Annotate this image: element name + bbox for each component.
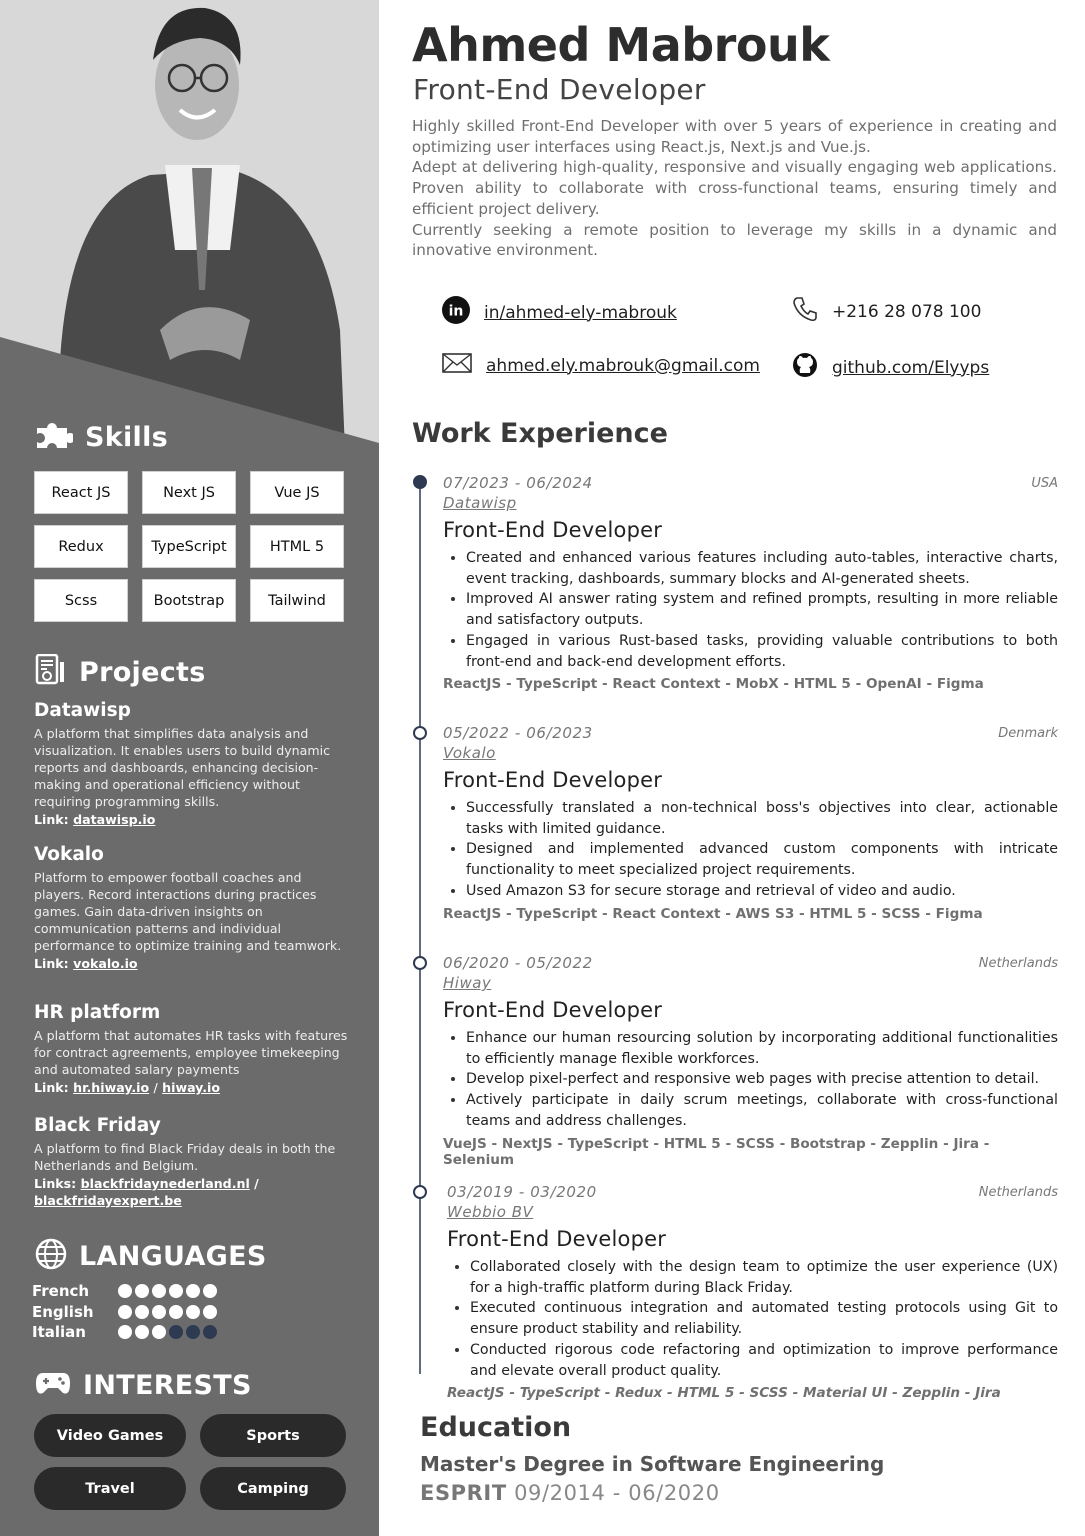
job-bullet: • Collaborated closely with the design team to optimize the user experience (UX) for a high-traffic platform during Black Friday. <box>470 1257 1058 1298</box>
project-name: HR platform <box>34 1002 161 1023</box>
profile-summary <box>412 116 1057 261</box>
language-name: English <box>32 1302 94 1321</box>
skill-chip: Redux <box>34 525 128 568</box>
timeline-dot <box>413 726 427 740</box>
language-level <box>118 1284 217 1298</box>
summary-paragraph: Highly skilled Front-End Developer with over 5 years of experience in creating and optimizing user interfaces using React.js, Next.js and Vue.js. <box>412 117 1057 156</box>
level-dot <box>203 1325 217 1339</box>
project-links <box>34 955 349 972</box>
level-dot <box>169 1305 183 1319</box>
job-bullet: • Used Amazon S3 for secure storage and retrieval of video and audio. <box>466 881 1058 902</box>
linkedin-icon <box>442 296 470 329</box>
project-link[interactable]: hr.hiway.io <box>73 1080 150 1095</box>
interests-heading <box>35 1369 252 1401</box>
job-bullet: • Designed and implemented advanced custom components with intricate functionality to meet specialized project requirements. <box>466 839 1058 880</box>
level-dot <box>118 1305 132 1319</box>
project-name: Datawisp <box>34 700 131 721</box>
github-link[interactable]: github.com/Elyyps <box>832 357 990 378</box>
job-location: USA <box>1031 476 1058 491</box>
language-level <box>118 1325 217 1339</box>
level-dot <box>203 1284 217 1298</box>
job-bullets <box>443 798 1058 902</box>
link-label: Link: <box>34 812 69 827</box>
language-row <box>32 1281 217 1302</box>
job-bullets <box>443 548 1058 672</box>
level-dot <box>186 1284 200 1298</box>
email-contact[interactable] <box>442 352 760 379</box>
job-location: Denmark <box>998 726 1058 741</box>
candidate-role: Front-End Developer <box>413 73 706 106</box>
puzzle-icon <box>35 420 73 454</box>
job-title: Front-End Developer <box>443 518 663 542</box>
work-experience-title: Work Experience <box>412 418 668 449</box>
education-dates: 09/2014 - 06/2020 <box>514 1481 720 1505</box>
skills-grid <box>34 471 346 622</box>
project-link[interactable]: hiway.io <box>162 1080 220 1095</box>
project-description: Platform to empower football coaches and players. Record interactions during practices games. Gain data-driven insights on communication patterns and individual performance to optimize training and teamwork. <box>34 870 342 953</box>
job-bullet: • Develop pixel-perfect and responsive web pages with precise attention to detail. <box>466 1069 1058 1090</box>
link-label: Link: <box>34 956 69 971</box>
skill-chip: Next JS <box>142 471 236 514</box>
level-dot <box>135 1284 149 1298</box>
project-description: A platform that simplifies data analysis and visualization. It enables users to build dynamic reports and dashboards, enhancing decision-making and operational efficiency without requiring programming skills. <box>34 726 331 809</box>
language-name: Italian <box>32 1323 86 1342</box>
globe-icon <box>35 1238 67 1274</box>
language-row <box>32 1322 217 1343</box>
skills-title: Skills <box>85 421 169 453</box>
language-name: French <box>32 1282 90 1301</box>
project-links <box>34 811 349 828</box>
project-name: Black Friday <box>34 1115 161 1136</box>
level-dot <box>152 1305 166 1319</box>
projects-title: Projects <box>79 656 206 688</box>
summary-paragraph: Currently seeking a remote position to leverage my skills in a dynamic and innovative environment. <box>412 220 1057 260</box>
job-entry <box>443 723 1058 922</box>
job-location: Netherlands <box>978 1185 1058 1200</box>
skill-chip: Tailwind <box>250 579 344 622</box>
level-dot <box>152 1284 166 1298</box>
project-links: Link: hr.hiway.io / hiway.io <box>34 1080 220 1095</box>
education-degree: Master's Degree in Software Engineering <box>420 1452 885 1476</box>
interest-pill: Travel <box>34 1467 186 1510</box>
timeline-dot <box>413 475 427 489</box>
skills-heading <box>35 420 168 454</box>
project-item <box>34 844 349 972</box>
job-bullets <box>443 1028 1058 1132</box>
job-dates: 06/2020 - 05/2022 <box>443 954 593 972</box>
mail-icon <box>442 352 472 379</box>
skill-chip: Bootstrap <box>142 579 236 622</box>
level-dot <box>135 1325 149 1339</box>
profile-photo-area <box>0 0 379 450</box>
timeline-line <box>419 482 421 1374</box>
project-description: A platform to find Black Friday deals in both the Netherlands and Belgium. <box>34 1141 336 1173</box>
phone-contact <box>792 296 981 327</box>
job-bullet: • Engaged in various Rust-based tasks, providing valuable contributions to both front-end and back-end development efforts. <box>466 631 1058 672</box>
candidate-name: Ahmed Mabrouk <box>412 18 830 72</box>
interest-pill: Camping <box>200 1467 346 1510</box>
languages-list <box>32 1281 217 1343</box>
project-name: Vokalo <box>34 844 104 865</box>
job-title: Front-End Developer <box>443 998 663 1022</box>
job-dates: 07/2023 - 06/2024 <box>443 474 593 492</box>
language-level <box>118 1305 217 1319</box>
email-link[interactable]: ahmed.ely.mabrouk@gmail.com <box>486 355 760 376</box>
gamepad-icon <box>35 1369 71 1401</box>
job-company[interactable]: Vokalo <box>443 744 496 762</box>
languages-heading <box>35 1238 267 1274</box>
level-dot <box>203 1305 217 1319</box>
diagonal-divider <box>0 0 379 450</box>
job-bullet: • Actively participate in daily scrum meetings, collaborate with cross-functional teams and address challenges. <box>466 1090 1058 1131</box>
job-location: Netherlands <box>978 956 1058 971</box>
level-dot <box>118 1284 132 1298</box>
job-bullet: • Successfully translated a non-technical boss's objectives into clear, actionable tasks with limited guidance. <box>466 798 1058 839</box>
level-dot <box>186 1305 200 1319</box>
job-title: Front-End Developer <box>447 1227 667 1251</box>
phone-number: +216 28 078 100 <box>832 301 982 322</box>
level-dot <box>186 1325 200 1339</box>
project-item <box>34 1002 349 1096</box>
job-company[interactable]: Webbio BV <box>447 1203 534 1221</box>
job-tech-stack: VueJS - NextJS - TypeScript - HTML 5 - SCSS - Bootstrap - Zepplin - Jira - Selenium <box>443 1135 990 1168</box>
svg-text:in: in <box>448 303 464 320</box>
project-item <box>34 1115 349 1209</box>
interest-pill: Sports <box>200 1414 346 1457</box>
project-link[interactable]: blackfridayexpert.be <box>34 1193 182 1208</box>
level-dot <box>169 1325 183 1339</box>
phone-icon <box>792 296 818 327</box>
project-link[interactable]: vokalo.io <box>73 956 138 971</box>
job-tech-stack: ReactJS - TypeScript - React Context - MobX - HTML 5 - OpenAI - Figma <box>443 676 984 693</box>
skill-chip: TypeScript <box>142 525 236 568</box>
link-label: Links: <box>34 1176 77 1191</box>
job-tech-stack: ReactJS - TypeScript - React Context - AWS S3 - HTML 5 - SCSS - Figma <box>443 905 983 922</box>
education-title: Education <box>420 1412 572 1443</box>
skill-chip: Vue JS <box>250 471 344 514</box>
project-link[interactable]: blackfridaynederland.nl <box>80 1176 250 1191</box>
sidebar <box>0 0 379 1536</box>
timeline-dot <box>413 1185 427 1199</box>
project-links: Links: blackfridaynederland.nl / blackfridayexpert.be <box>34 1176 259 1208</box>
languages-title: LANGUAGES <box>79 1240 267 1272</box>
document-gear-icon <box>35 654 67 690</box>
level-dot <box>118 1325 132 1339</box>
job-title: Front-End Developer <box>443 768 663 792</box>
job-entry <box>447 1182 1058 1401</box>
linkedin-contact[interactable] <box>442 296 677 329</box>
linkedin-link[interactable]: in/ahmed-ely-mabrouk <box>484 302 677 323</box>
level-dot <box>135 1305 149 1319</box>
job-bullet: • Enhance our human resourcing solution by incorporating additional functionalities to efficiently manage flexible workforces. <box>466 1028 1058 1069</box>
project-description: A platform that automates HR tasks with features for contract agreements, employee timekeeping and automated salary payments <box>34 1028 348 1077</box>
link-label: Link: <box>34 1080 69 1095</box>
job-bullet: • Executed continuous integration and automated testing protocols using Git to ensure product stability and reliability. <box>470 1298 1058 1339</box>
job-bullet: • Conducted rigorous code refactoring and optimization to improve performance and elevate overall product quality. <box>470 1340 1058 1381</box>
skill-chip: Scss <box>34 579 128 622</box>
job-company[interactable]: Datawisp <box>443 494 517 512</box>
job-dates: 03/2019 - 03/2020 <box>447 1183 597 1201</box>
level-dot <box>169 1284 183 1298</box>
projects-heading <box>35 654 206 690</box>
skill-chip: React JS <box>34 471 128 514</box>
job-entry <box>443 473 1058 692</box>
job-bullet: • Created and enhanced various features including auto-tables, interactive charts, event tracking, dashboards, summary blocks and AI-generated sheets. <box>466 548 1058 589</box>
job-entry <box>443 953 1058 1168</box>
language-row <box>32 1302 217 1323</box>
project-link[interactable]: datawisp.io <box>73 812 156 827</box>
job-bullet: • Improved AI answer rating system and refined prompts, resulting in more reliable and satisfactory outputs. <box>466 589 1058 630</box>
education-details <box>420 1481 720 1505</box>
job-tech-stack: ReactJS - TypeScript - Redux - HTML 5 - SCSS - Material UI - Zepplin - Jira <box>447 1385 1001 1402</box>
github-icon <box>792 352 818 383</box>
project-item <box>34 700 349 828</box>
interest-pill: Video Games <box>34 1414 186 1457</box>
skill-chip: HTML 5 <box>250 525 344 568</box>
job-company[interactable]: Hiway <box>443 974 492 992</box>
job-dates: 05/2022 - 06/2023 <box>443 724 593 742</box>
summary-paragraph: Adept at delivering high-quality, responsive and visually engaging web applications. Proven ability to collaborate with cross-functional teams, ensuring timely and efficient project delivery. <box>412 158 1057 218</box>
timeline-dot <box>413 956 427 970</box>
job-bullets <box>447 1257 1058 1381</box>
github-contact[interactable] <box>792 352 989 383</box>
interests-title: INTERESTS <box>83 1369 252 1401</box>
education-school: ESPRIT <box>420 1481 507 1505</box>
interests-grid <box>34 1414 346 1510</box>
level-dot <box>152 1325 166 1339</box>
